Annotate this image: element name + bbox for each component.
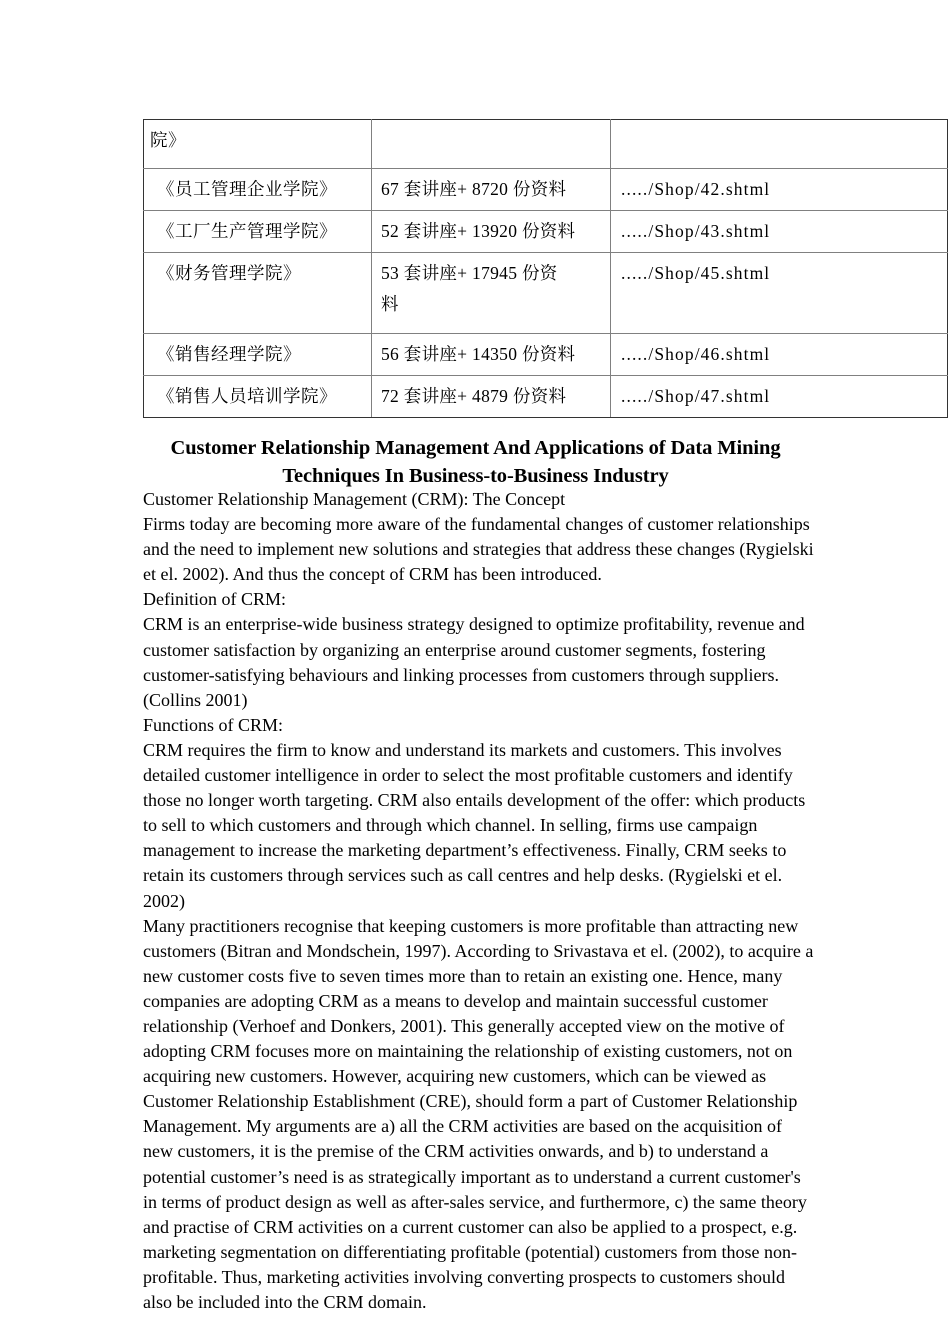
table-cell-quantity: 52 套讲座+ 13920 份资料 [372,211,611,253]
page-title-line-2: Techniques In Business-to-Business Industry [282,465,669,487]
table-row [144,376,948,418]
paragraph-functions: CRM requires the firm to know and understand its markets and customers. This involves detailed customer intelligence in order to select the most profitable customers and identify those no longer worth targeting. CRM also entails development of the offer: which products to sell to which customers and through which channel. In selling, firms use campaign management to increase the marketing department’s effectiveness. Finally, CRM seeks to retain its customers through services such as call centres and help desks. (Rygielski et el. 2002) [143,739,806,911]
heading-functions-of-crm: Functions of CRM: [143,714,284,735]
table-cell-course-name: 院》 [144,120,372,169]
paragraph-practitioners: Many practitioners recognise that keeping customers is more profitable than attracting new customers (Bitran and Mondschein, 1997). According to Srivastava et el. (2002), to acquire a new customer costs five to seven times more than to retain an existing one. Hence, many companies are adopting CRM as a means to develop and maintain successful customer relationship (Verhoef and Donkers, 2001). This generally accepted view on the motive of adopting CRM focuses more on maintaining the relationship of existing customers, not on acquiring new customers. However, acquiring new customers, which can be viewed as Customer Relationship Establishment (CRE), should form a part of Customer Relationship Management. My arguments are a) all the CRM activities are based on the acquisition of new customers, it is the premise of the CRM activities onwards, and b) to understand a potential customer’s need is as strategically important as to understand a current customer's in terms of product design as well as after-sales service, and furthermore, c) the same theory and practise of CRM activities on a current customer can also be applied to a prospect, e.g. marketing segmentation on differentiating profitable (potential) customers from those non-profitable. Thus, marketing activities involving converting prospects to customers should also be included into the CRM domain. [143,915,814,1312]
table-cell-quantity: 72 套讲座+ 4879 份资料 [372,376,611,418]
course-table-body [144,120,948,418]
table-cell-url: ...../Shop/42.shtml [611,169,948,211]
paragraph-firms-today: Firms today are becoming more aware of the fundamental changes of customer relationships and the need to implement new solutions and strategies that address these changes (Rygielski et el. 2002). And thus the concept of CRM has been introduced. [143,514,814,585]
table-cell-course-name: 《工厂生产管理学院》 [144,211,372,253]
page-title [143,434,808,490]
table-row [144,334,948,376]
table-cell-course-name: 《财务管理学院》 [144,253,372,334]
course-table-container [143,119,947,418]
page-title-line-1: Customer Relationship Management And Applications of Data Mining [170,437,781,459]
table-cell-url: ...../Shop/46.shtml [611,334,948,376]
heading-crm-concept: Customer Relationship Management (CRM): The Concept [143,489,566,509]
table-row [144,211,948,253]
table-cell-url: ...../Shop/45.shtml [611,253,948,334]
table-cell-course-name: 《销售人员培训学院》 [144,376,372,418]
heading-definition-of-crm: Definition of CRM: [143,589,286,610]
table-cell-course-name: 《员工管理企业学院》 [144,169,372,211]
table-cell-quantity: 56 套讲座+ 14350 份资料 [372,334,611,376]
table-cell-course-name: 《销售经理学院》 [144,334,372,376]
table-cell-url: ...../Shop/47.shtml [611,376,948,418]
paragraph-definition: CRM is an enterprise-wide business strategy designed to optimize profitability, revenue and customer satisfaction by organizing an enterprise around customer segments, fostering customer-satisfying behaviours and linking processes from customers through suppliers. (Collins 2001) [143,614,805,710]
table-row [144,169,948,211]
table-row [144,253,948,334]
table-cell-quantity: 53 套讲座+ 17945 份资 料 [372,253,611,334]
table-cell-quantity: 67 套讲座+ 8720 份资料 [372,169,611,211]
table-cell-url: ...../Shop/43.shtml [611,211,948,253]
table-cell-quantity [372,120,611,169]
table-cell-url [611,120,948,169]
course-table [143,119,948,418]
table-row [144,120,948,169]
article-body [143,487,815,1315]
